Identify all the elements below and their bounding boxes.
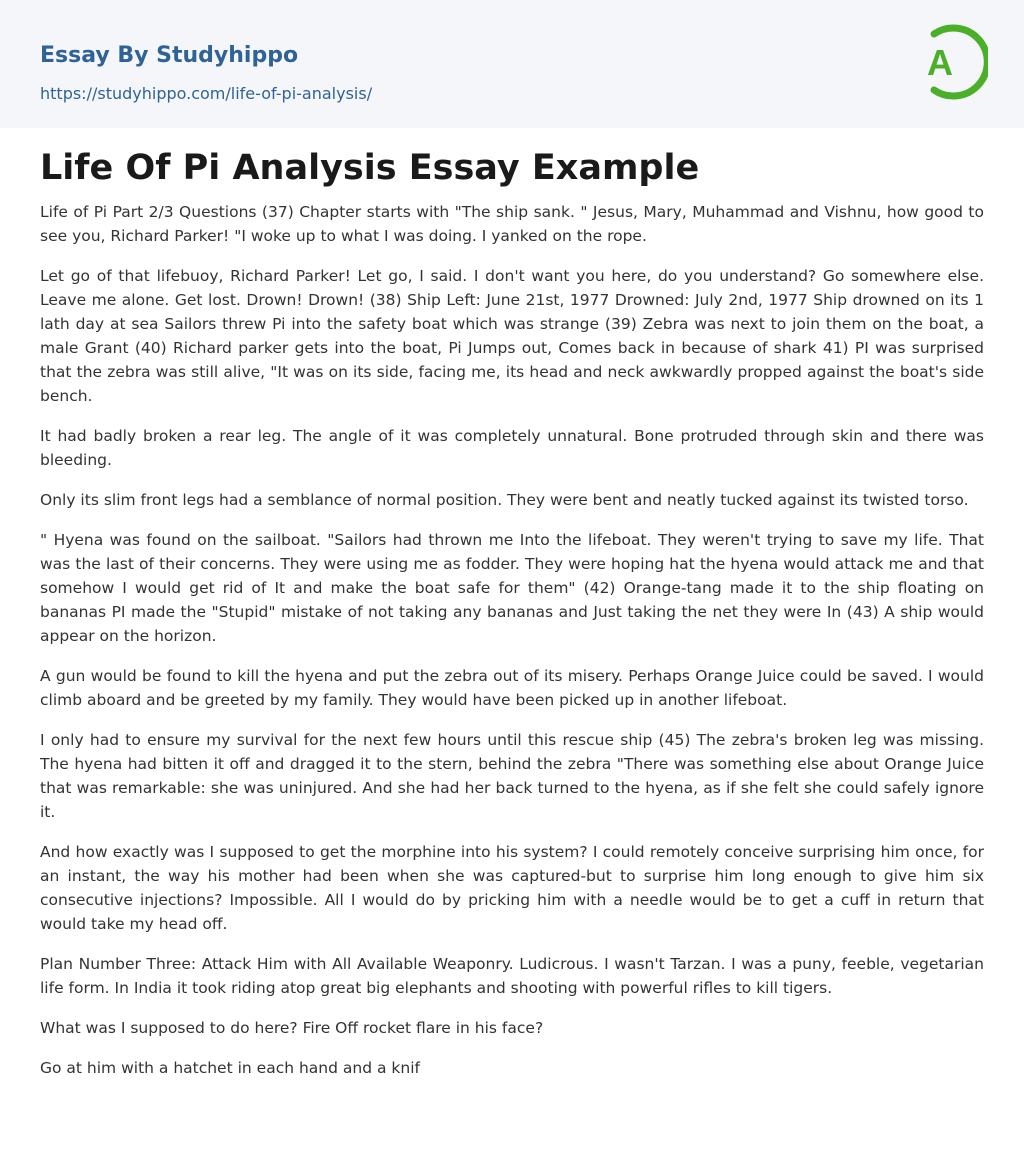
studyhippo-logo-icon[interactable] [912, 18, 988, 106]
essay-paragraph: Let go of that lifebuoy, Richard Parker! Let go, I said. I don't want you here, do you understand? Go somewhere else. Leave me alone. Get lost. Drown! Drown! (38) Ship Left: June 21st, 1977 Drowned: July 2nd, 1977 Ship drowned on its 1 lath day at sea Sailors threw Pi into the safety boat which was strange (39) Zebra was next to join them on the boat, a male Grant (40) Richard parker gets into the boat, Pi Jumps out, Comes back in because of shark 41) PI was surprised that the zebra was still alive, "It was on its side, facing me, its head and neck awkwardly propped against the boat's side bench. [40, 267, 984, 405]
essay-paragraph: Go at him with a hatchet in each hand and a knif [40, 1059, 420, 1077]
site-header [0, 0, 1024, 128]
page-title: Life Of Pi Analysis Essay Example [40, 148, 700, 188]
essay-paragraph: I only had to ensure my survival for the next few hours until this rescue ship (45) The zebra's broken leg was missing. The hyena had bitten it off and dragged it to the stern, behind the zebra "There was something else about Orange Juice that was remarkable: she was uninjured. And she had her back turned to the hyena, as if she felt she could safely ignore it. [40, 731, 984, 821]
page-url-link[interactable]: https://studyhippo.com/life-of-pi-analysis/ [40, 84, 373, 103]
essay-paragraph: What was I supposed to do here? Fire Off rocket flare in his face? [40, 1019, 544, 1037]
essay-paragraph: It had badly broken a rear leg. The angle of it was completely unnatural. Bone protruded through skin and there was bleeding. [40, 427, 984, 469]
logo-letter: A [927, 42, 953, 83]
essay-paragraph: Plan Number Three: Attack Him with All Available Weaponry. Ludicrous. I wasn't Tarzan. I was a puny, feeble, vegetarian life form. In India it took riding atop great big elephants and shooting with powerful rifles to kill tigers. [40, 955, 984, 997]
essay-body [40, 200, 984, 1096]
essay-paragraph: Only its slim front legs had a semblance of normal position. They were bent and neatly tucked against its twisted torso. [40, 491, 969, 509]
essay-paragraph: And how exactly was I supposed to get the morphine into his system? I could remotely conceive surprising him once, for an instant, the way his mother had been when she was captured-but to surprise him long enough to give him six consecutive injections? Impossible. All I would do by pricking him with a needle would be to get a cuff in return that would take my head off. [40, 843, 984, 933]
essay-paragraph: A gun would be found to kill the hyena and put the zebra out of its misery. Perhaps Orange Juice could be saved. I would climb aboard and be greeted by my family. They would have been picked up in another lifeboat. [40, 667, 984, 709]
brand-title[interactable]: Essay By Studyhippo [40, 43, 299, 68]
essay-paragraph: Life of Pi Part 2/3 Questions (37) Chapter starts with "The ship sank. " Jesus, Mary, Muhammad and Vishnu, how good to see you, Richard Parker! "I woke up to what I was doing. I yanked on the rope. [40, 203, 984, 245]
essay-paragraph: " Hyena was found on the sailboat. "Sailors had thrown me Into the lifeboat. They weren't trying to save my life. That was the last of their concerns. They were using me as fodder. They were hoping hat the hyena would attack me and that somehow I would get rid of It and make the boat safe for them" (42) Orange-tang made it to the ship floating on bananas PI made the "Stupid" mistake of not taking any bananas and Just taking the net they were In (43) A ship would appear on the horizon. [40, 531, 984, 645]
